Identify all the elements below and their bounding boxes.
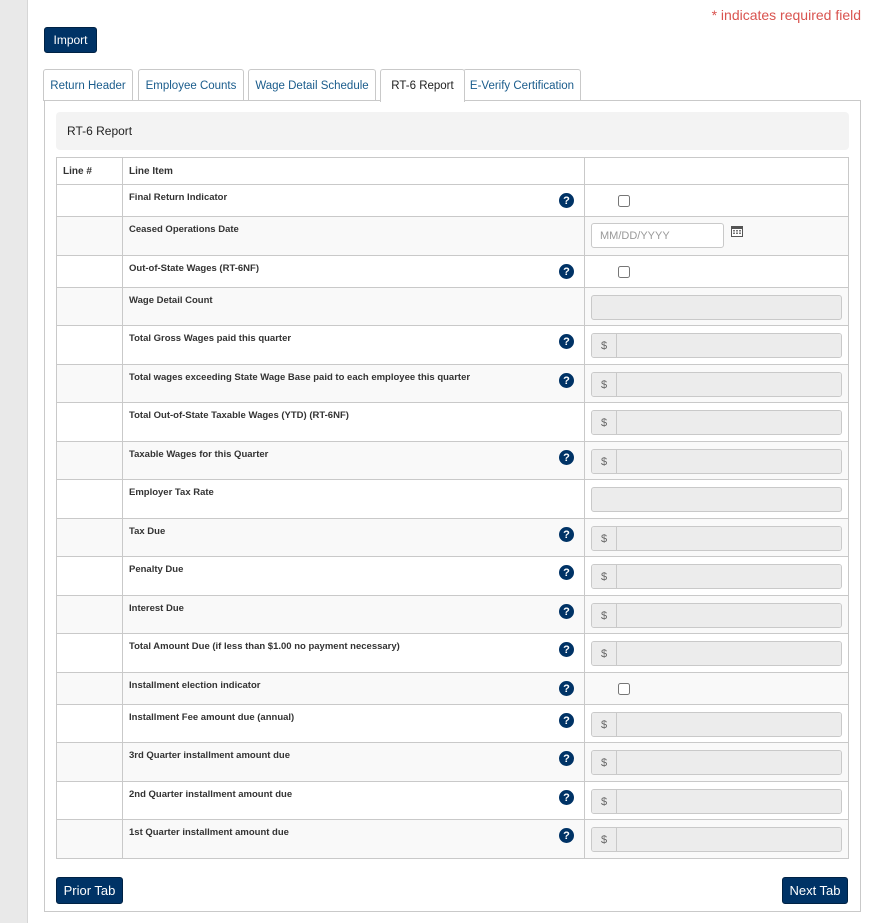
currency-addon: $ — [592, 604, 617, 627]
currency-field — [591, 712, 842, 737]
table-row — [57, 596, 848, 634]
line-number-cell — [57, 557, 123, 595]
help-icon[interactable]: ? — [559, 751, 574, 766]
value-cell — [585, 326, 848, 364]
tab-rt6-report[interactable]: RT-6 Report — [380, 69, 465, 102]
table-row — [57, 403, 848, 442]
currency-field — [591, 603, 842, 628]
help-icon[interactable]: ? — [559, 193, 574, 208]
currency-field — [591, 333, 842, 358]
currency-field — [591, 827, 842, 852]
line-number-cell — [57, 519, 123, 556]
line-item-cell — [123, 743, 585, 781]
table-row — [57, 480, 848, 519]
value-cell — [585, 743, 848, 781]
value-cell — [585, 403, 848, 441]
line-number-cell — [57, 403, 123, 441]
table-row — [57, 820, 848, 858]
line-number-cell — [57, 256, 123, 287]
currency-field — [591, 641, 842, 666]
table-row — [57, 673, 848, 705]
amount-input[interactable] — [617, 790, 841, 813]
indicator-checkbox[interactable] — [618, 266, 630, 278]
currency-addon: $ — [592, 450, 617, 473]
line-number-cell — [57, 217, 123, 255]
currency-field — [591, 526, 842, 551]
value-cell — [585, 217, 848, 255]
section-title: RT-6 Report — [56, 112, 849, 150]
table-row — [57, 634, 848, 673]
amount-input[interactable] — [617, 411, 841, 434]
amount-input[interactable] — [617, 642, 841, 665]
line-item-label: Interest Due — [129, 603, 184, 614]
page — [27, 0, 883, 923]
currency-field — [591, 410, 842, 435]
line-item-cell — [123, 634, 585, 672]
currency-field — [591, 789, 842, 814]
help-icon[interactable]: ? — [559, 790, 574, 805]
line-item-label: 2nd Quarter installment amount due — [129, 789, 293, 800]
tab-return-header[interactable]: Return Header — [43, 69, 133, 101]
table-row — [57, 365, 848, 403]
line-item-label: Final Return Indicator — [129, 192, 228, 203]
line-number-cell — [57, 365, 123, 402]
value-cell — [585, 705, 848, 742]
table-row — [57, 326, 848, 365]
line-item-cell — [123, 442, 585, 479]
amount-input[interactable] — [617, 373, 841, 396]
rt6-table — [56, 157, 849, 859]
line-number-cell — [57, 480, 123, 518]
currency-addon: $ — [592, 527, 617, 550]
line-item-label: Total Amount Due (if less than $1.00 no payment necessary) — [129, 641, 400, 652]
tab-panel — [44, 100, 861, 912]
line-item-cell — [123, 596, 585, 633]
table-header — [57, 158, 848, 185]
help-icon[interactable]: ? — [559, 450, 574, 465]
line-item-cell — [123, 403, 585, 441]
value-cell — [585, 519, 848, 556]
readonly-input[interactable] — [591, 295, 842, 320]
currency-addon: $ — [592, 642, 617, 665]
help-icon[interactable]: ? — [559, 604, 574, 619]
line-item-cell — [123, 705, 585, 742]
currency-field — [591, 449, 842, 474]
value-cell — [585, 782, 848, 819]
line-number-cell — [57, 782, 123, 819]
tab-everify-certification[interactable]: E-Verify Certification — [463, 69, 581, 101]
table-row — [57, 557, 848, 596]
line-number-cell — [57, 326, 123, 364]
line-number-cell — [57, 442, 123, 479]
import-button[interactable]: Import — [44, 27, 97, 53]
amount-input[interactable] — [617, 604, 841, 627]
currency-field — [591, 372, 842, 397]
value-cell — [585, 288, 848, 325]
help-icon[interactable]: ? — [559, 565, 574, 580]
table-row — [57, 743, 848, 782]
line-item-cell — [123, 217, 585, 255]
line-item-label: Total Gross Wages paid this quarter — [129, 333, 292, 344]
line-number-cell — [57, 596, 123, 633]
prior-tab-button[interactable]: Prior Tab — [56, 877, 123, 904]
line-item-label: Tax Due — [129, 526, 166, 537]
help-icon[interactable]: ? — [559, 334, 574, 349]
line-item-label: Out-of-State Wages (RT-6NF) — [129, 263, 260, 274]
line-item-cell — [123, 557, 585, 595]
currency-addon: $ — [592, 334, 617, 357]
help-icon[interactable]: ? — [559, 264, 574, 279]
line-item-label: Wage Detail Count — [129, 295, 213, 306]
table-row — [57, 782, 848, 820]
line-number-cell — [57, 288, 123, 325]
value-cell — [585, 480, 848, 518]
line-item-label: Installment Fee amount due (annual) — [129, 712, 295, 723]
tab-wage-detail-schedule[interactable]: Wage Detail Schedule — [248, 69, 376, 101]
line-item-cell — [123, 673, 585, 704]
amount-input[interactable] — [617, 713, 841, 736]
help-icon[interactable]: ? — [559, 681, 574, 696]
line-number-cell — [57, 705, 123, 742]
header-value — [585, 158, 848, 184]
value-cell — [585, 557, 848, 595]
next-tab-button[interactable]: Next Tab — [782, 877, 848, 904]
readonly-input[interactable] — [591, 487, 842, 512]
currency-addon: $ — [592, 565, 617, 588]
line-number-cell — [57, 743, 123, 781]
indicator-checkbox[interactable] — [618, 683, 630, 695]
value-cell — [585, 820, 848, 858]
line-item-label: Taxable Wages for this Quarter — [129, 449, 269, 460]
help-icon[interactable]: ? — [559, 828, 574, 843]
table-row — [57, 442, 848, 480]
amount-input[interactable] — [617, 334, 841, 357]
value-cell — [585, 634, 848, 672]
line-item-cell — [123, 288, 585, 325]
table-row — [57, 217, 848, 256]
currency-field — [591, 750, 842, 775]
header-line-item: Line Item — [123, 158, 585, 184]
table-row — [57, 288, 848, 326]
line-item-cell — [123, 185, 585, 216]
value-cell — [585, 185, 848, 216]
line-number-cell — [57, 673, 123, 704]
value-cell — [585, 596, 848, 633]
amount-input[interactable] — [617, 450, 841, 473]
table-row — [57, 256, 848, 288]
help-icon[interactable]: ? — [559, 527, 574, 542]
table-row — [57, 519, 848, 557]
line-item-label: Penalty Due — [129, 564, 184, 575]
currency-addon: $ — [592, 751, 617, 774]
line-item-label: Employer Tax Rate — [129, 487, 214, 498]
amount-input[interactable] — [617, 527, 841, 550]
amount-input[interactable] — [617, 828, 841, 851]
tab-employee-counts[interactable]: Employee Counts — [138, 69, 244, 101]
line-number-cell — [57, 820, 123, 858]
line-item-label: Total Out-of-State Taxable Wages (YTD) (RT-6NF) — [129, 410, 349, 421]
amount-input[interactable] — [617, 751, 841, 774]
line-number-cell — [57, 185, 123, 216]
line-number-cell — [57, 634, 123, 672]
line-item-cell — [123, 480, 585, 518]
indicator-checkbox[interactable] — [618, 195, 630, 207]
value-cell — [585, 673, 848, 704]
required-field-note: * indicates required field — [711, 7, 861, 23]
line-item-label: 3rd Quarter installment amount due — [129, 750, 290, 761]
line-item-label: Installment election indicator — [129, 680, 261, 691]
help-icon[interactable]: ? — [559, 713, 574, 728]
value-cell — [585, 365, 848, 402]
line-item-label: Ceased Operations Date — [129, 224, 239, 235]
header-line-number: Line # — [57, 158, 123, 184]
table-row — [57, 705, 848, 743]
line-item-cell — [123, 256, 585, 287]
ceased-operations-date-input[interactable] — [591, 223, 724, 248]
help-icon[interactable]: ? — [559, 642, 574, 657]
currency-addon: $ — [592, 713, 617, 736]
line-item-label: 1st Quarter installment amount due — [129, 827, 289, 838]
table-row — [57, 185, 848, 217]
currency-addon: $ — [592, 373, 617, 396]
currency-field — [591, 564, 842, 589]
line-item-cell — [123, 820, 585, 858]
currency-addon: $ — [592, 828, 617, 851]
value-cell — [585, 442, 848, 479]
value-cell — [585, 256, 848, 287]
line-item-label: Total wages exceeding State Wage Base paid to each employee this quarter — [129, 372, 471, 383]
line-item-cell — [123, 782, 585, 819]
amount-input[interactable] — [617, 565, 841, 588]
line-item-cell — [123, 519, 585, 556]
currency-addon: $ — [592, 411, 617, 434]
line-item-cell — [123, 326, 585, 364]
help-icon[interactable]: ? — [559, 373, 574, 388]
currency-addon: $ — [592, 790, 617, 813]
calendar-icon[interactable] — [731, 224, 743, 236]
line-item-cell — [123, 365, 585, 402]
